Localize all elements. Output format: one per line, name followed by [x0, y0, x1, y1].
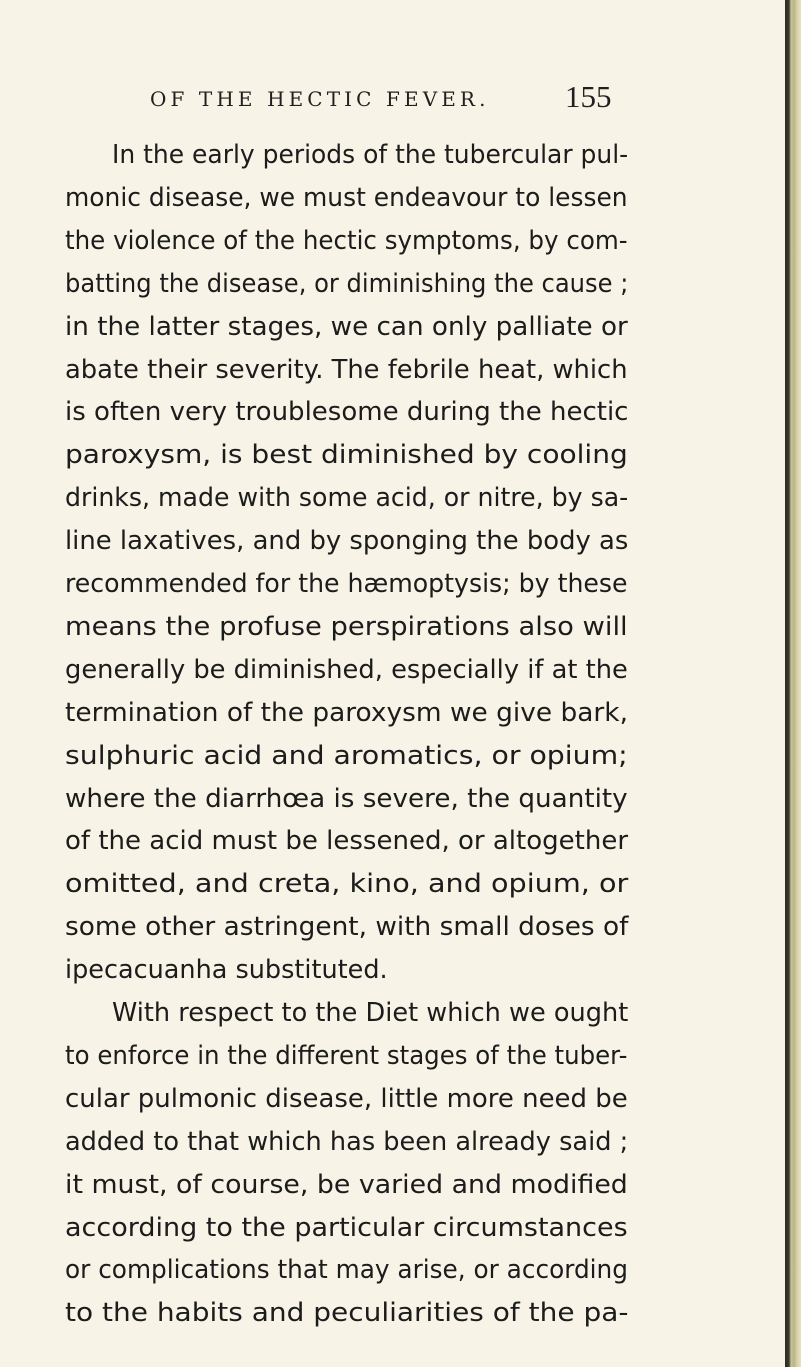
text-line: paroxysm, is best diminished by cooling [65, 440, 628, 471]
text-line: batting the disease, or diminishing the cause ; [65, 268, 629, 299]
text-line: abate their severity. The febrile heat, which [65, 354, 628, 385]
text-line: line laxatives, and by sponging the body as [65, 526, 629, 557]
text-line: monic disease, we must endeavour to lessen [65, 182, 628, 213]
text-line: some other astringent, with small doses of [65, 912, 629, 943]
page-edge-strip [785, 0, 801, 1367]
text-line: the violence of the hectic symptoms, by com- [65, 225, 628, 256]
text-line: or complications that may arise, or according [65, 1255, 628, 1286]
text-line: cular pulmonic disease, little more need be [65, 1083, 628, 1114]
running-head: OF THE HECTIC FEVER. [150, 87, 490, 111]
page-header [0, 79, 785, 119]
text-line: generally be diminished, especially if at the [65, 654, 628, 685]
text-line: of the acid must be lessened, or altogether [65, 826, 629, 857]
text-line: sulphuric acid and aromatics, or opium; [65, 740, 628, 771]
text-line: termination of the paroxysm we give bark, [65, 697, 628, 728]
text-line: omitted, and creta, kino, and opium, or [65, 869, 629, 900]
text-line: where the diarrhœa is severe, the quantity [65, 783, 628, 814]
text-line: in the latter stages, we can only palliate or [65, 311, 628, 342]
text-line: means the profuse perspirations also will [65, 611, 628, 642]
text-line: In the early periods of the tubercular pul- [112, 140, 629, 170]
page-number: 155 [565, 79, 612, 114]
text-line: ipecacuanha substituted. [65, 955, 388, 986]
text-line: With respect to the Diet which we ought [112, 998, 629, 1028]
text-line: added to that which has been already said ; [65, 1126, 629, 1157]
text-line: drinks, made with some acid, or nitre, by sa- [65, 483, 629, 514]
text-line: recommended for the hæmoptysis; by these [65, 569, 628, 599]
text-line: is often very troublesome during the hectic [65, 397, 629, 428]
text-line: to enforce in the different stages of the tuber- [65, 1040, 628, 1071]
text-line: to the habits and peculiarities of the pa- [65, 1298, 629, 1329]
text-line: it must, of course, be varied and modified [65, 1169, 628, 1200]
text-line: according to the particular circumstances [65, 1212, 628, 1243]
